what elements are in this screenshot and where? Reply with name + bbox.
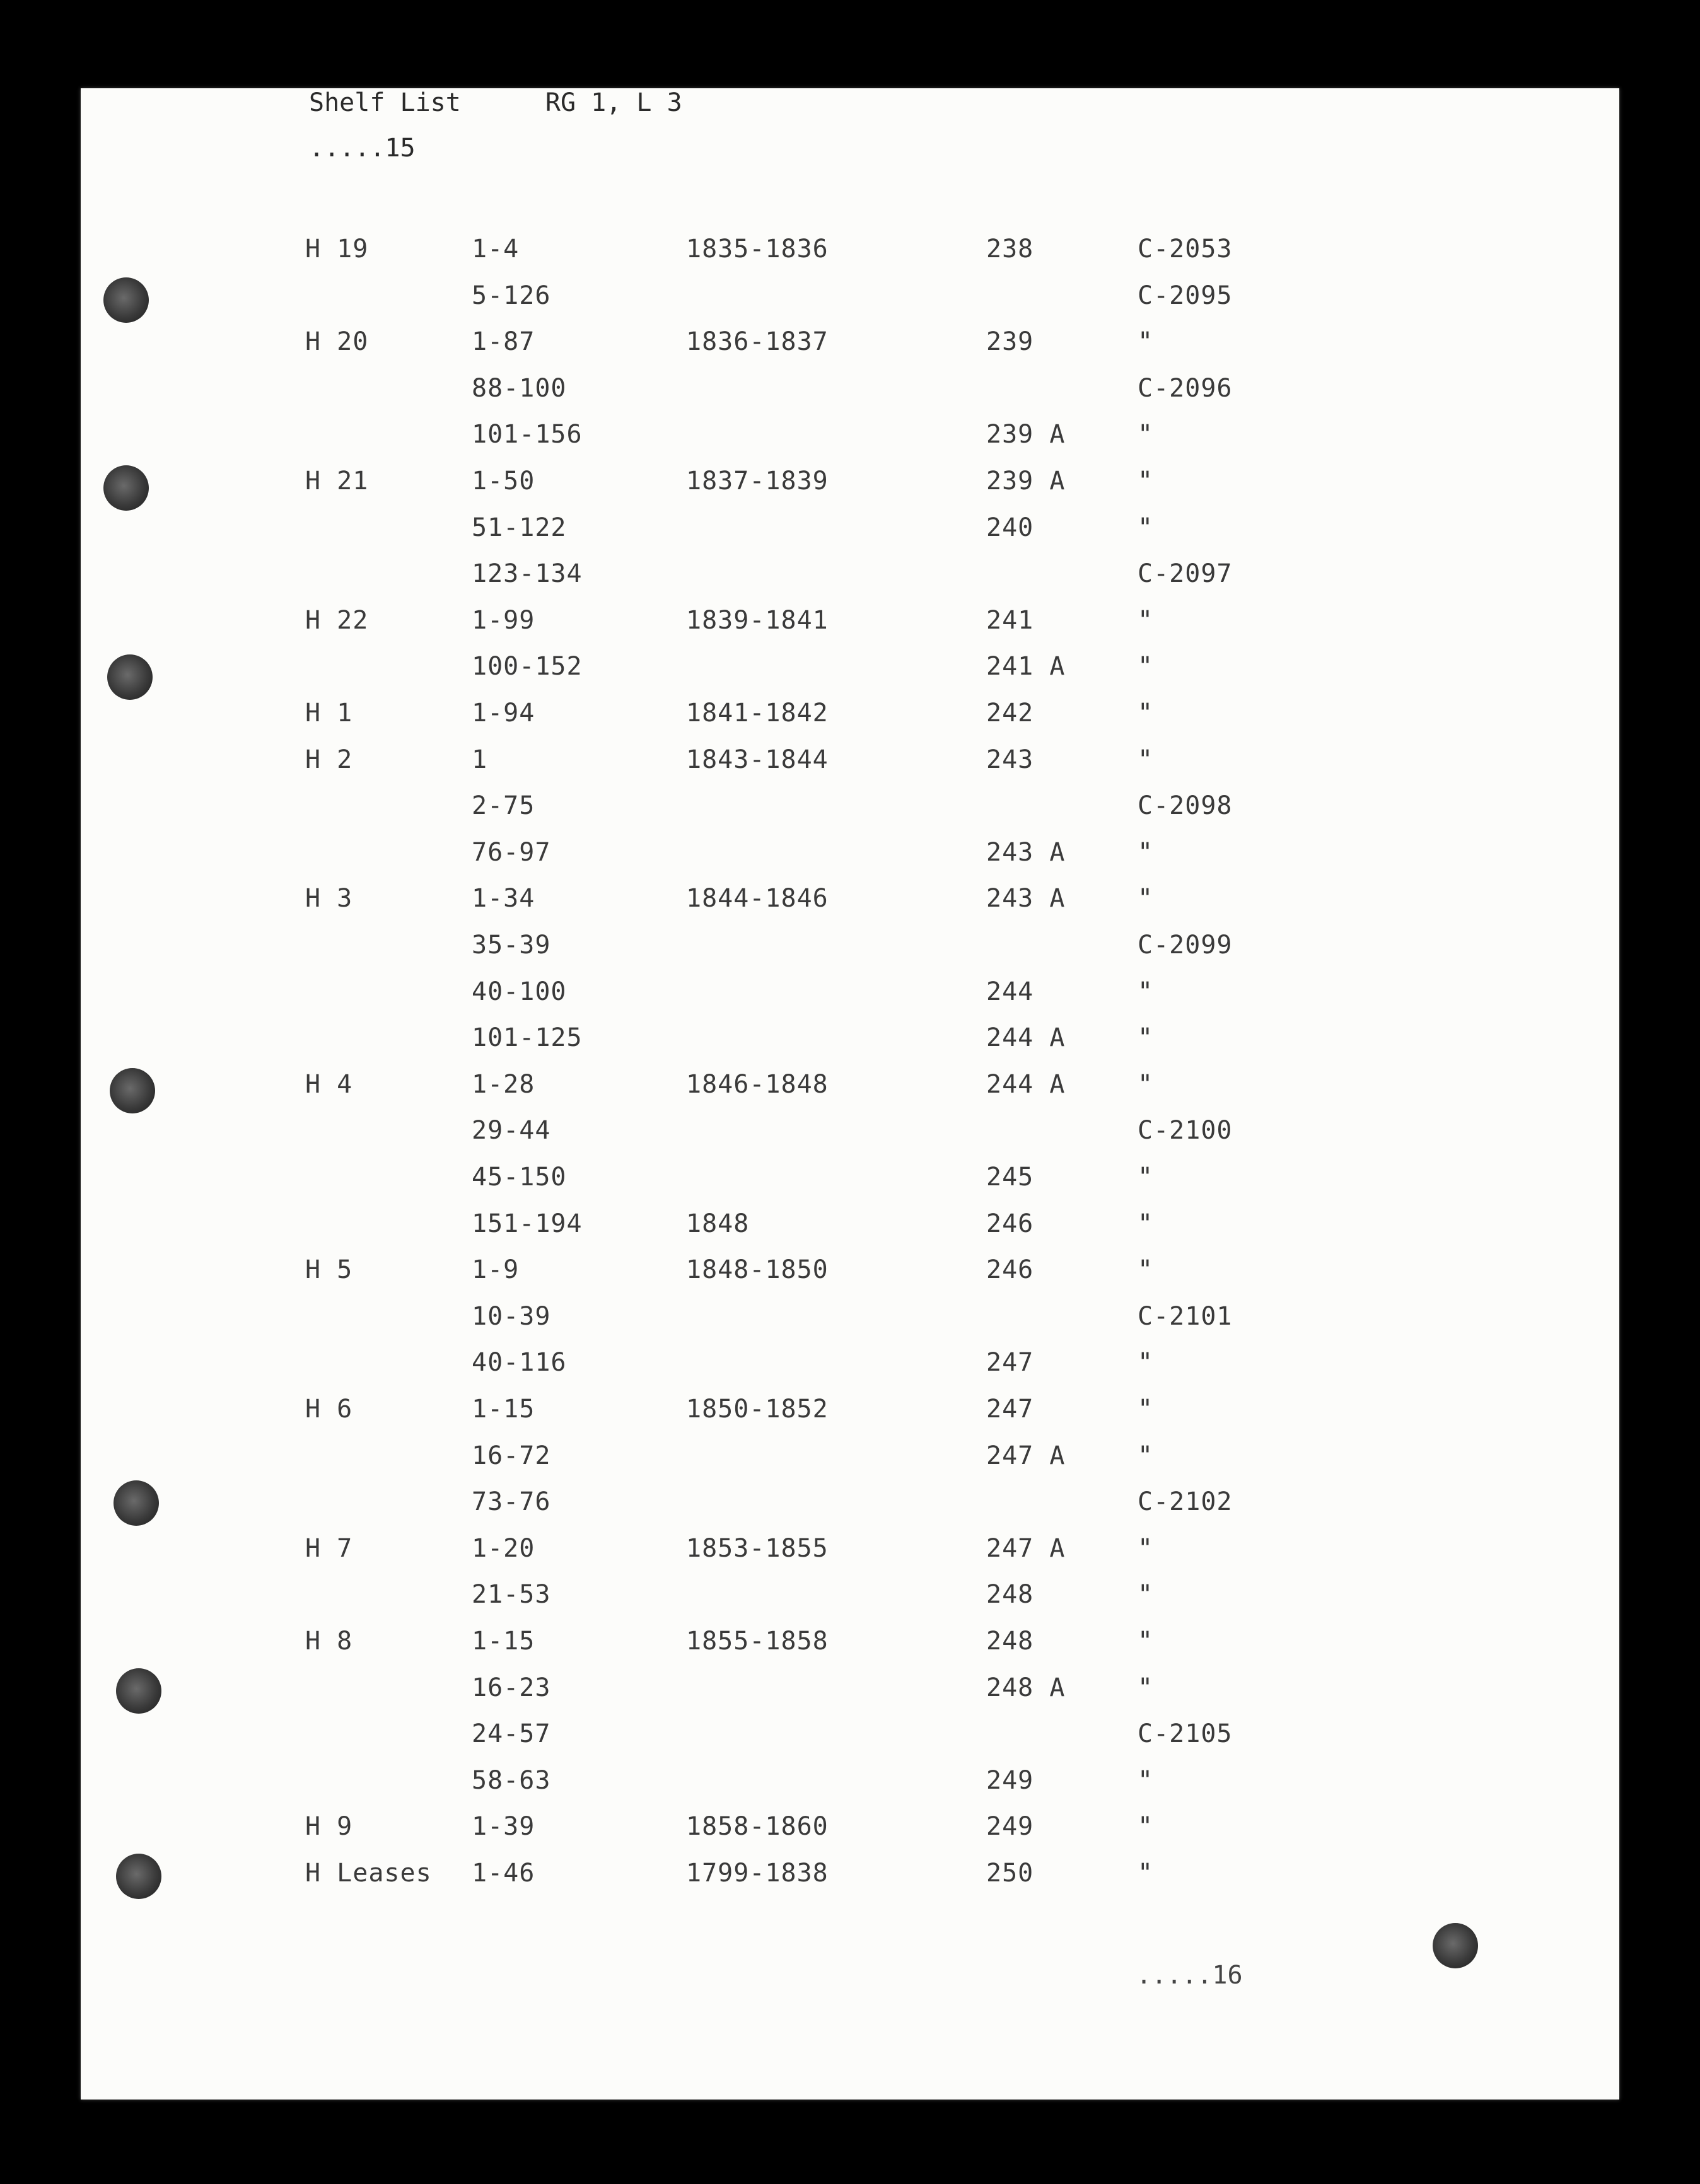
item-range: 2-75 (472, 791, 535, 820)
microfilm-reel: " (1138, 1163, 1154, 1192)
volume-number: 243 A (986, 884, 1066, 913)
item-range: 1-39 (472, 1812, 535, 1841)
date-range: 1836-1837 (686, 327, 829, 356)
microfilm-reel: " (1138, 513, 1154, 542)
volume-number: 244 (986, 977, 1034, 1006)
item-range: 1-15 (472, 1395, 535, 1424)
volume-number: 246 (986, 1209, 1034, 1238)
microfilm-reel: " (1138, 1395, 1154, 1424)
microfilm-reel: " (1138, 1580, 1154, 1609)
shelf-number: H 9 (305, 1812, 353, 1841)
header (309, 88, 682, 117)
shelf-number: H 3 (305, 884, 353, 913)
date-range: 1844-1846 (686, 884, 829, 913)
date-range: 1855-1858 (686, 1627, 829, 1656)
volume-number: 250 (986, 1859, 1034, 1888)
date-range: 1858-1860 (686, 1812, 829, 1841)
volume-number: 243 A (986, 838, 1066, 867)
date-range: 1848-1850 (686, 1255, 829, 1284)
date-range: 1799-1838 (686, 1859, 829, 1888)
shelf-number: H 1 (305, 699, 353, 728)
punch-hole (103, 465, 149, 511)
microfilm-reel: C-2099 (1138, 931, 1233, 960)
item-range: 1-94 (472, 699, 535, 728)
volume-number: 249 (986, 1812, 1034, 1841)
item-range: 24-57 (472, 1719, 551, 1748)
volume-number: 248 (986, 1627, 1034, 1656)
volume-number: 241 A (986, 652, 1066, 681)
volume-number: 239 (986, 327, 1034, 356)
item-range: 10-39 (472, 1302, 551, 1331)
punch-hole (103, 277, 149, 323)
microfilm-reel: C-2095 (1138, 281, 1233, 310)
date-range: 1837-1839 (686, 467, 829, 496)
date-range: 1848 (686, 1209, 750, 1238)
volume-number: 241 (986, 606, 1034, 635)
item-range: 1-15 (472, 1627, 535, 1656)
item-range: 58-63 (472, 1766, 551, 1795)
volume-number: 247 (986, 1395, 1034, 1424)
volume-number: 249 (986, 1766, 1034, 1795)
record-group: RG 1, L 3 (545, 88, 682, 117)
microfilm-reel: C-2101 (1138, 1302, 1233, 1331)
item-range: 1-87 (472, 327, 535, 356)
date-range: 1835-1836 (686, 235, 829, 264)
microfilm-reel: " (1138, 1348, 1154, 1377)
microfilm-reel: " (1138, 745, 1154, 774)
microfilm-reel: " (1138, 1441, 1154, 1470)
item-range: 40-116 (472, 1348, 567, 1377)
item-range: 21-53 (472, 1580, 551, 1609)
microfilm-reel: " (1138, 884, 1154, 913)
item-range: 1-46 (472, 1859, 535, 1888)
microfilm-reel: " (1138, 1023, 1154, 1052)
microfilm-reel: " (1138, 1859, 1154, 1888)
microfilm-reel: " (1138, 420, 1154, 449)
item-range: 5-126 (472, 281, 551, 310)
microfilm-reel: " (1138, 1627, 1154, 1656)
item-range: 101-125 (472, 1023, 583, 1052)
shelf-number: H 4 (305, 1070, 353, 1099)
punch-hole (110, 1068, 155, 1113)
volume-number: 247 A (986, 1534, 1066, 1563)
volume-number: 239 A (986, 420, 1066, 449)
item-range: 151-194 (472, 1209, 583, 1238)
item-range: 1-28 (472, 1070, 535, 1099)
volume-number: 246 (986, 1255, 1034, 1284)
shelf-number: H 19 (305, 235, 369, 264)
item-range: 16-23 (472, 1673, 551, 1702)
shelf-number: H 5 (305, 1255, 353, 1284)
item-range: 51-122 (472, 513, 567, 542)
microfilm-reel: C-2096 (1138, 374, 1233, 403)
item-range: 40-100 (472, 977, 567, 1006)
microfilm-reel: " (1138, 838, 1154, 867)
shelf-list-title: Shelf List (309, 88, 461, 117)
date-range: 1850-1852 (686, 1395, 829, 1424)
microfilm-reel: " (1138, 652, 1154, 681)
shelf-number: H 6 (305, 1395, 353, 1424)
next-page-reference: .....16 (1136, 1961, 1243, 1990)
item-range: 1-20 (472, 1534, 535, 1563)
volume-number: 238 (986, 235, 1034, 264)
microfilm-reel: C-2105 (1138, 1719, 1233, 1748)
microfilm-reel: C-2097 (1138, 559, 1233, 588)
volume-number: 239 A (986, 467, 1066, 496)
shelf-number: H 2 (305, 745, 353, 774)
date-range: 1843-1844 (686, 745, 829, 774)
volume-number: 243 (986, 745, 1034, 774)
shelf-number: H 7 (305, 1534, 353, 1563)
volume-number: 248 (986, 1580, 1034, 1609)
punch-hole (116, 1854, 161, 1899)
microfilm-reel: " (1138, 977, 1154, 1006)
shelf-number: H 20 (305, 327, 369, 356)
microfilm-reel: " (1138, 1534, 1154, 1563)
item-range: 100-152 (472, 652, 583, 681)
volume-number: 244 A (986, 1070, 1066, 1099)
punch-hole (116, 1668, 161, 1714)
item-range: 88-100 (472, 374, 567, 403)
microfilm-reel: " (1138, 1673, 1154, 1702)
volume-number: 247 (986, 1348, 1034, 1377)
microfilm-reel: C-2102 (1138, 1487, 1233, 1516)
microfilm-reel: " (1138, 699, 1154, 728)
item-range: 35-39 (472, 931, 551, 960)
microfilm-reel: " (1138, 327, 1154, 356)
item-range: 76-97 (472, 838, 551, 867)
item-range: 1-4 (472, 235, 520, 264)
punch-hole (107, 654, 153, 700)
microfilm-reel: C-2100 (1138, 1116, 1233, 1145)
punch-hole (1433, 1923, 1478, 1968)
shelf-number: H 8 (305, 1627, 353, 1656)
item-range: 29-44 (472, 1116, 551, 1145)
item-range: 123-134 (472, 559, 583, 588)
item-range: 1-9 (472, 1255, 520, 1284)
date-range: 1841-1842 (686, 699, 829, 728)
microfilm-reel: " (1138, 1812, 1154, 1841)
page-reference: .....15 (309, 134, 416, 163)
shelf-number: H Leases (305, 1859, 432, 1888)
volume-number: 242 (986, 699, 1034, 728)
microfilm-reel: " (1138, 467, 1154, 496)
date-range: 1846-1848 (686, 1070, 829, 1099)
volume-number: 248 A (986, 1673, 1066, 1702)
microfilm-reel: C-2098 (1138, 791, 1233, 820)
date-range: 1853-1855 (686, 1534, 829, 1563)
volume-number: 245 (986, 1163, 1034, 1192)
microfilm-reel: " (1138, 1070, 1154, 1099)
item-range: 73-76 (472, 1487, 551, 1516)
item-range: 16-72 (472, 1441, 551, 1470)
punch-hole (114, 1480, 159, 1526)
date-range: 1839-1841 (686, 606, 829, 635)
item-range: 1-34 (472, 884, 535, 913)
item-range: 1-50 (472, 467, 535, 496)
item-range: 1-99 (472, 606, 535, 635)
shelf-number: H 21 (305, 467, 369, 496)
microfilm-reel: " (1138, 1255, 1154, 1284)
volume-number: 240 (986, 513, 1034, 542)
microfilm-reel: " (1138, 1209, 1154, 1238)
microfilm-reel: " (1138, 606, 1154, 635)
microfilm-reel: " (1138, 1766, 1154, 1795)
volume-number: 244 A (986, 1023, 1066, 1052)
microfilm-reel: C-2053 (1138, 235, 1233, 264)
item-range: 45-150 (472, 1163, 567, 1192)
item-range: 101-156 (472, 420, 583, 449)
shelf-number: H 22 (305, 606, 369, 635)
volume-number: 247 A (986, 1441, 1066, 1470)
item-range: 1 (472, 745, 488, 774)
